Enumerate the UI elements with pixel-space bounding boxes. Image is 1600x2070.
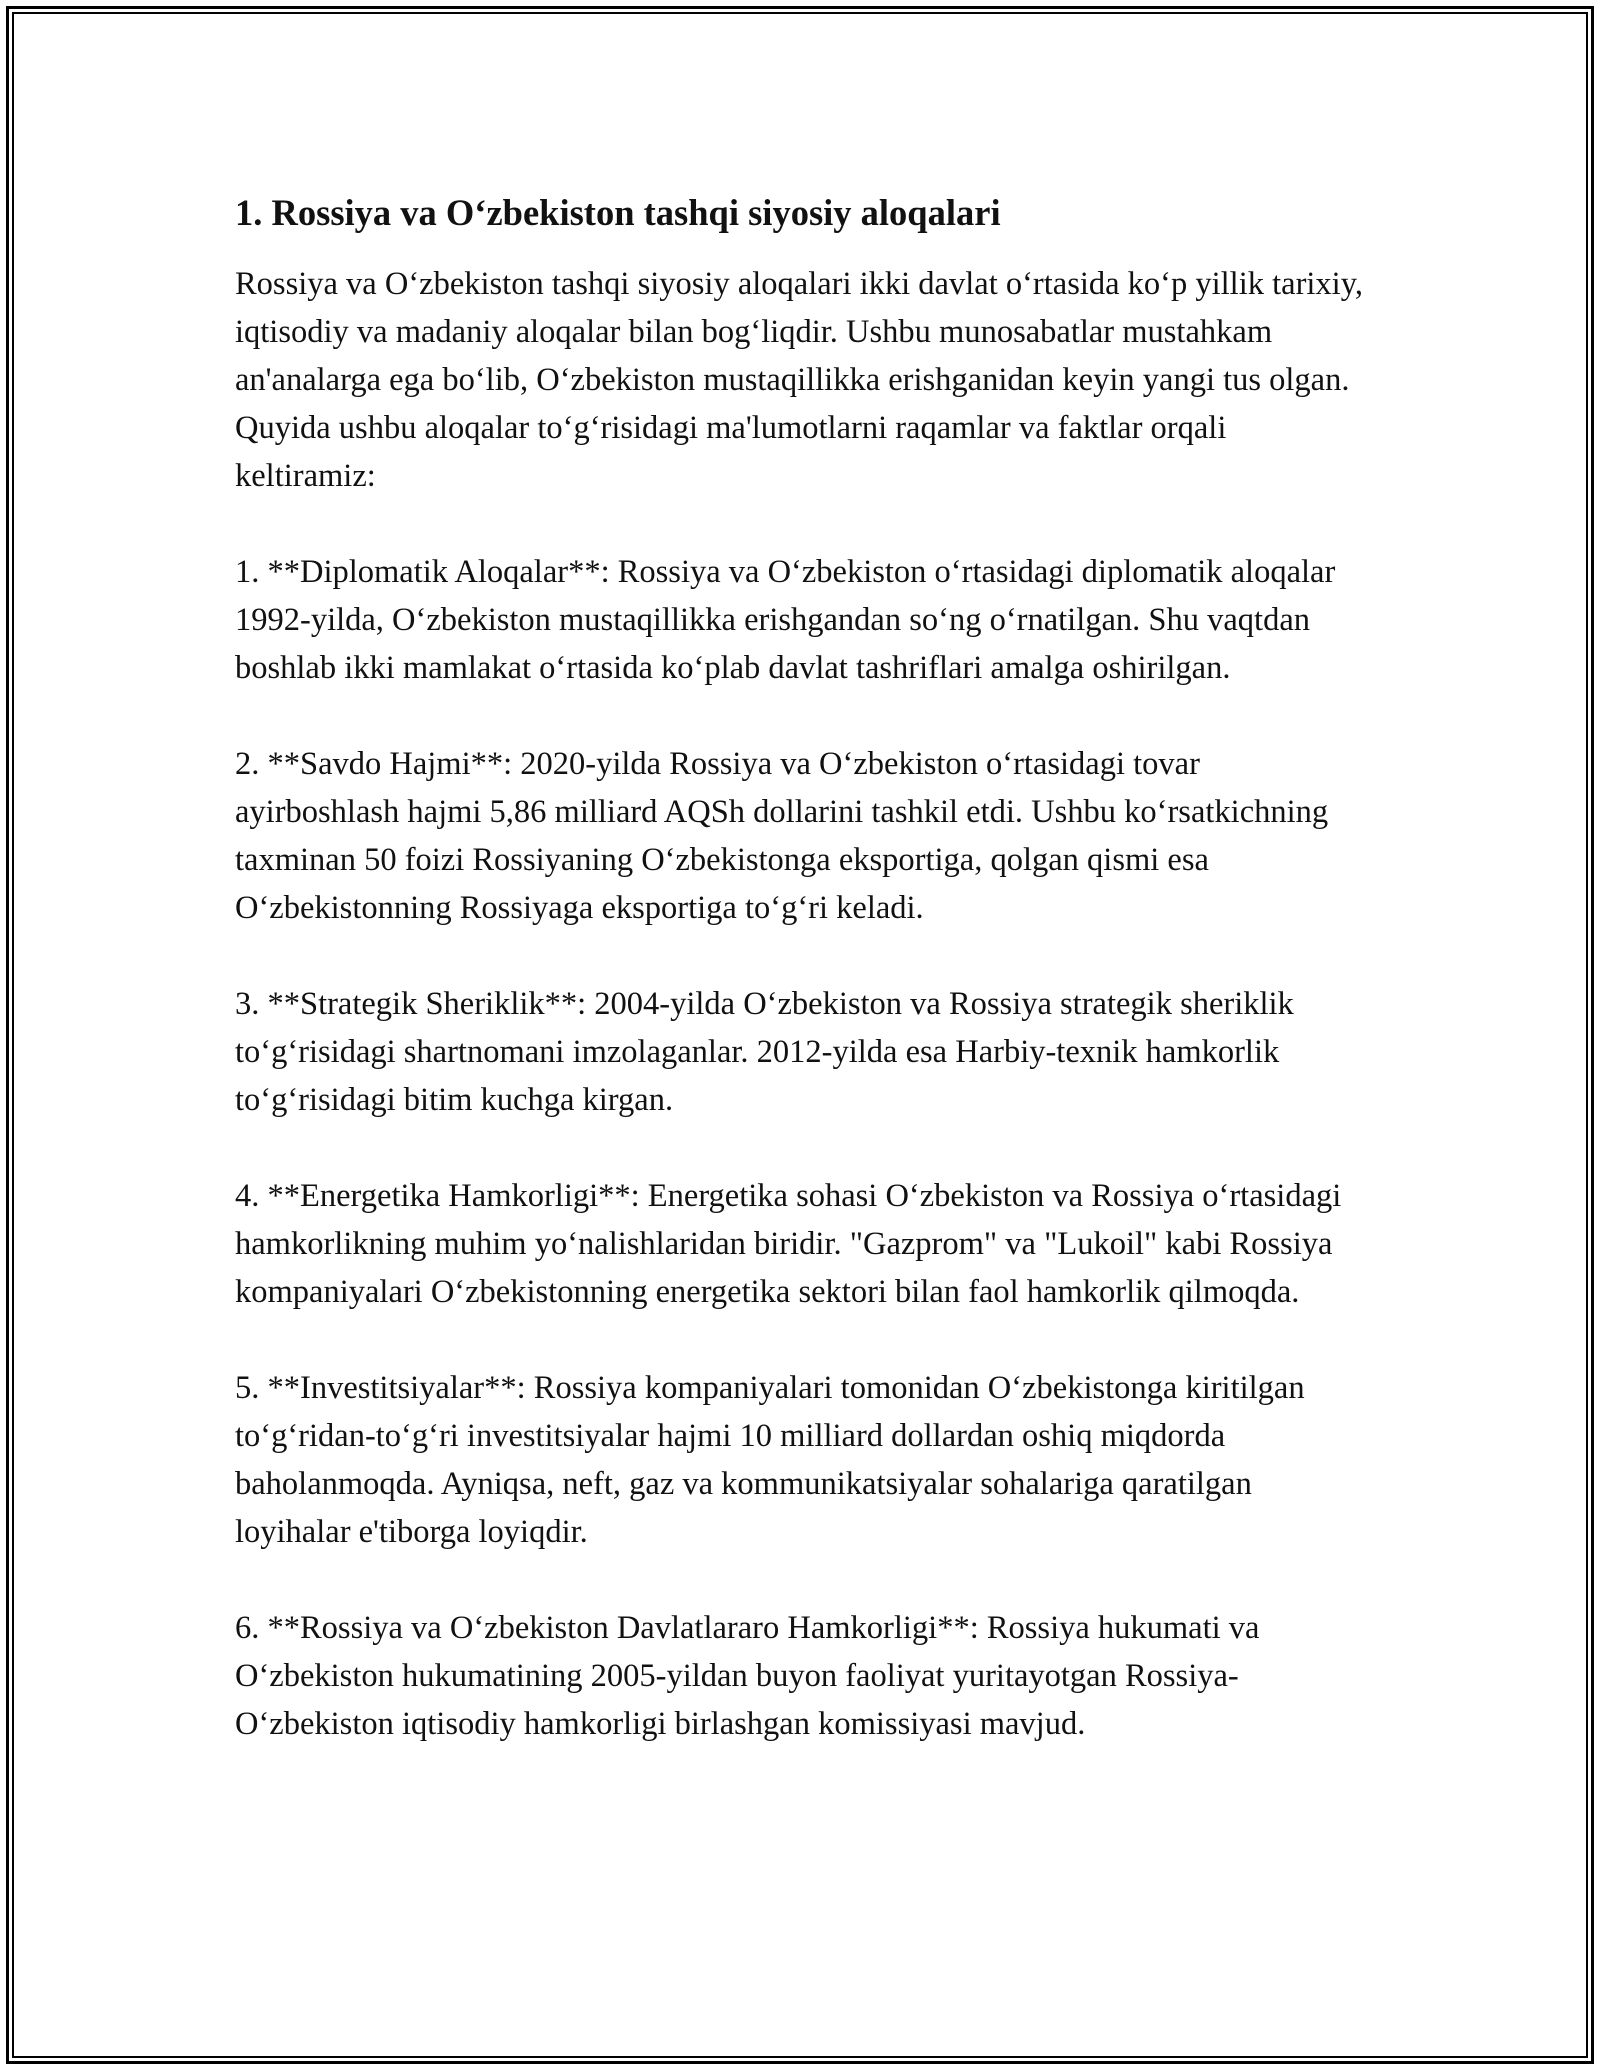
list-item-trade-volume: 2. **Savdo Hajmi**: 2020-yilda Rossiya va O‘zbekiston o‘rtasidagi tovar ayirboshlash hajmi 5,86 milliard AQSh dollarini tashkil etdi. Ushbu ko‘rsatkichning taxminan 50 foizi Rossiyaning O‘zbekistonga eksportiga, qolgan qismi esa O‘zbekistonning Rossiyaga eksportiga to‘g‘ri keladi. <box>235 746 1329 926</box>
list-item-strategic-partnership: 3. **Strategik Sheriklik**: 2004-yilda O‘zbekiston va Rossiya strategik sheriklik to‘g‘risidagi shartnomani imzolaganlar. 2012-yilda esa Harbiy-texnik hamkorlik to‘g‘risidagi bitim kuchga kirgan. <box>235 986 1294 1118</box>
list-item-investments: 5. **Investitsiyalar**: Rossiya kompaniyalari tomonidan O‘zbekistonga kiritilgan to‘g‘ridan-to‘g‘ri investitsiyalar hajmi 10 milliard dollardan oshiq miqdorda baholanmoqda. Ayniqsa, neft, gaz va kommunikatsiyalar sohalariga qaratilgan loyihalar e'tiborga loyiqdir. <box>235 1370 1305 1550</box>
list-item-diplomatic: 1. **Diplomatik Aloqalar**: Rossiya va O‘zbekiston o‘rtasidagi diplomatik aloqalar 1992-yilda, O‘zbekiston mustaqillikka erishgandan so‘ng o‘rnatilgan. Shu vaqtdan boshlab ikki mamlakat o‘rtasida ko‘plab davlat tashriflari amalga oshirilgan. <box>235 554 1336 686</box>
document-body <box>235 188 1365 1748</box>
document-title: 1. Rossiya va O‘zbekiston tashqi siyosiy aloqalari <box>235 192 1001 233</box>
list-item-interstate-cooperation: 6. **Rossiya va O‘zbekiston Davlatlararo Hamkorligi**: Rossiya hukumati va O‘zbekiston hukumatining 2005-yildan buyon faoliyat yuritayotgan Rossiya-O‘zbekiston iqtisodiy hamkorligi birlashgan komissiyasi mavjud. <box>235 1610 1260 1742</box>
list-item-energy-cooperation: 4. **Energetika Hamkorligi**: Energetika sohasi O‘zbekiston va Rossiya o‘rtasidagi hamkorlikning muhim yo‘nalishlaridan biridir. "Gazprom" va "Lukoil" kabi Rossiya kompaniyalari O‘zbekistonning energetika sektori bilan faol hamkorlik qilmoqda. <box>235 1178 1342 1310</box>
intro-paragraph: Rossiya va O‘zbekiston tashqi siyosiy aloqalari ikki davlat o‘rtasida ko‘p yillik tarixiy, iqtisodiy va madaniy aloqalar bilan bog‘liqdir. Ushbu munosabatlar mustahkam an'analarga ega bo‘lib, O‘zbekiston mustaqillikka erishganidan keyin yangi tus olgan. Quyida ushbu aloqalar to‘g‘risidagi ma'lumotlarni raqamlar va faktlar orqali keltiramiz: <box>235 266 1363 494</box>
